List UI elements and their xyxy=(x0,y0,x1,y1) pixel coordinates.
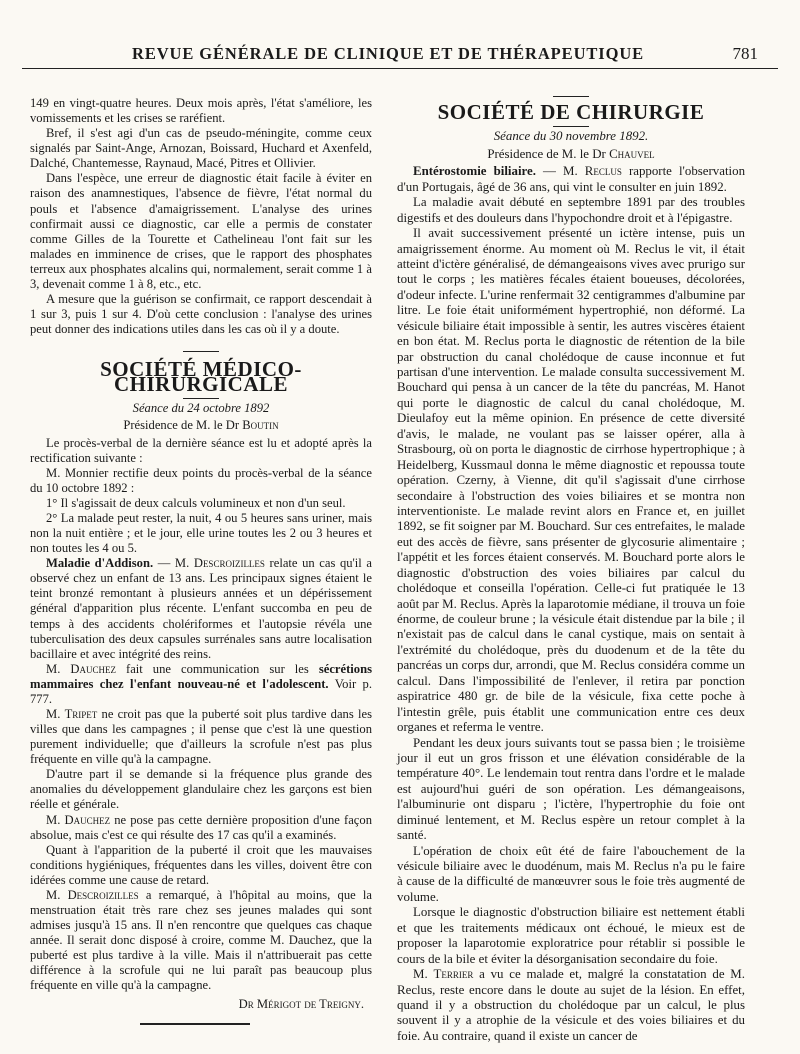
paragraph: Dans l'espèce, une erreur de diagnostic était facile à éviter en raison des anamnestiques, l'absence de fièvre, l'état normal du pouls et l'absence d'amaigrissement. L'analyse des urines confirmait aussi ce diagnostic, car elle a permis de constater comme Gilles de la Tourette et Cathelineau l'ont fait sur les malades en imminence de crises, que le rapport des phosphates terreux aux phosphates alcalins qui, normalement, serait comme 1 à 3, devenait comme 1 à 8, etc., etc. xyxy=(30,171,372,291)
paragraph: Le procès-verbal de la dernière séance est lu et adopté après la rectification suivante : xyxy=(30,435,372,465)
paragraph: 149 en vingt-quatre heures. Deux mois après, l'état s'améliore, les vomissements et les crises se raréfient. xyxy=(30,96,372,126)
text-run: rapporte l'observation d'un Portugais, âgé de 36 ans, qui vint le consulter en juin 1892. xyxy=(397,164,746,194)
paragraph: Bref, il s'est agi d'un cas de pseudo-méningite, comme ceux signalés par Saint-Ange, Arnozan, Boissard, Huchard et Axenfeld, Dalché, Chantemesse, Raynaud, Macé, Pitres et Ollivier. xyxy=(30,126,372,171)
rubric: Entérostomie biliaire. xyxy=(413,164,536,179)
section-title: SOCIÉTÉ DE CHIRURGIE xyxy=(437,100,705,124)
paragraph: Quant à l'apparition de la puberté il croit que les mauvaises conditions hygiéniques, fréquentes dans les villes, doivent être con idérées comme une cause de retard. xyxy=(30,842,372,887)
paragraph xyxy=(30,888,372,994)
rubric: Maladie d'Addison. xyxy=(46,556,154,571)
seance-date: Séance du 24 octobre 1892 xyxy=(132,401,270,416)
paragraph: M. Monnier rectifie deux points du procès-verbal de la séance du 10 octobre 1892 : xyxy=(30,465,372,495)
section-title: SOCIÉTÉ MÉDICO-CHIRURGICALE xyxy=(100,357,302,397)
text-run: ne pose pas cette dernière proposition d'une façon absolue, mais c'est ce qui résulte des 17 cas qu'il a examinés. xyxy=(30,812,372,842)
paragraph: L'opération de choix eût été de faire l'abouchement de la vésicule biliaire avec le duodénum, mais M. Reclus n'a pu le faire à cause de la difficulté de manœuvrer sous le foie très augmenté de volume. xyxy=(397,843,745,904)
person-name: Tripet xyxy=(64,706,98,721)
text-run: — M. xyxy=(153,556,194,571)
right-column xyxy=(397,96,745,1044)
person-name: Terrier xyxy=(433,967,474,982)
person-name: Reclus xyxy=(584,164,622,179)
text-run: — M. xyxy=(535,164,585,179)
divider xyxy=(553,126,589,127)
paragraph xyxy=(30,707,372,767)
text-run: fait une communication sur les xyxy=(115,661,319,676)
paragraph: Lorsque le diagnostic d'obstruction biliaire est nettement établi et que les traitements médicaux ont échoué, le mieux est de proposer la laparotomie exploratrice pour rétablir si possible le cours de la bile et éviter la désorganisation secondaire du foie. xyxy=(397,905,745,966)
president-prefix: Présidence de M. le Dr xyxy=(123,418,240,433)
president-prefix: Présidence de M. le Dr xyxy=(487,146,606,161)
person-name: Dauchez xyxy=(64,812,111,827)
text-run: M. xyxy=(46,706,65,721)
page-number: 781 xyxy=(732,44,758,63)
text-run: a remarqué, à l'hôpital au moins, que la menstruation était très rare chez ses jeunes malades qui sont admises jusqu'à 15 ans. Il n'en rencontre que quelques cas chaque année. Il serait donc disposé à croire, comme M. Dauchez, que la puberté est plus tardive à la ville. Mais il n'attribuerait pas cette différence à la scrofule qui ne lui paraît pas beaucoup plus fréquente en ville qu'à la campagne. xyxy=(30,887,373,993)
rubric: sécrétions mammaires chez l'enfant nouveau-né et l'adolescent. xyxy=(30,661,372,691)
text-run: M. xyxy=(46,887,68,902)
left-column xyxy=(30,96,372,1013)
paragraph xyxy=(397,967,745,1044)
person-name: Descroizilles xyxy=(67,887,139,902)
person-name: Descroizilles xyxy=(193,556,265,571)
text-run: a vu ce malade et, malgré la constatation de M. Reclus, reste encore dans le doute au sujet de la lésion. En effet, quand il y a obstruction du cholédoque par un calcul, le plus souvent il y a atrophie de la vésicule et des voies biliaires et du foie. Au contraire, quand il existe un cancer de xyxy=(397,967,745,1043)
paragraph: La maladie avait débuté en septembre 1891 par des troubles digestifs et des douleurs dans l'hypochondre droit et à l'épigastre. xyxy=(397,195,745,225)
paragraph: Pendant les deux jours suivants tout se passa bien ; le troisième jour il eut un gros frisson et une élévation considérable de la température 40°. Le lendemain tout rentra dans l'ordre et le malade est aujourd'hui guéri de son opération. Les démangeaisons, l'albuminurie ont disparu ; l'ictère, l'hypertrophie du foie ont diminué lentement, et M. Reclus espère un retour complet à la santé. xyxy=(397,735,745,843)
text-run: M. xyxy=(46,661,71,676)
signature: Dr Mérigot de Treigny. xyxy=(238,997,364,1012)
footer-rule xyxy=(140,1023,250,1025)
running-header xyxy=(22,38,778,69)
text-run: M. xyxy=(413,967,434,982)
text-run: M. xyxy=(46,812,65,827)
person-name: Dauchez xyxy=(70,661,116,676)
paragraph xyxy=(30,662,372,707)
paragraph: A mesure que la guérison se confirmait, ce rapport descendait à 1 sur 3, puis 1 sur 4. D'où cette conclusion : l'analyse des urines peut donner des indications utiles dans les cas où il y a doute. xyxy=(30,292,372,337)
paragraph: D'autre part il se demande si la fréquence plus grande des anomalies du développement glandulaire chez les garçons est bien réelle et générale. xyxy=(30,767,372,812)
president-name: Boutin xyxy=(242,418,279,433)
president-line xyxy=(30,418,372,433)
journal-title: REVUE GÉNÉRALE DE CLINIQUE ET DE THÉRAPEUTIQUE xyxy=(132,44,645,63)
text-run: Voir p. 777. xyxy=(30,676,373,706)
paragraph xyxy=(30,556,372,662)
paragraph xyxy=(397,164,745,195)
seance-date: Séance du 30 novembre 1892. xyxy=(493,129,649,144)
divider xyxy=(183,398,219,399)
paragraph: 2° La malade peut rester, la nuit, 4 ou 5 heures sans uriner, mais non la nuit entière ; et le jour, elle urine toutes les 2 ou 3 heures et non toutes les 4 ou 5. xyxy=(30,510,372,556)
text-run: relate un cas qu'il a observé chez un enfant de 13 ans. Les principaux signes étaient le teint bronzé remontant à plusieurs années et un dépérissement général d'apparition plus récente. L'enfant succomba en peu de temps à des accidents cholériformes et l'autopsie révéla une tuberculisation des deux capsules surrénales sans autre localisation bacillaire et avec intégrité des reins. xyxy=(30,556,372,661)
president-name: Chauvel xyxy=(609,146,655,161)
president-line xyxy=(397,147,745,162)
text-run: ne croit pas que la puberté soit plus tardive dans les villes que dans les campagnes ; il pense que c'est là une question purement individuelle; que d'ailleurs la scrofule n'est pas plus fréquente en ville qu'à la campagne. xyxy=(30,706,372,767)
paragraph: Il avait successivement présenté un ictère intense, puis un amaigrissement énorme. Au moment où M. Reclus le vit, il était atteint d'ictère généralisé, de démangeaisons vives avec prurigo sur tout le corps ; les matières fécales étaient boueuses, décolorées, d'odeur infecte. L'urine renfermait 32 centigrammes d'albumine par litre. Le foie était uniformément hypertrophié, non déformé. La vésicule biliaire était impossible à sentir, les autres viscères étaient en bon état. M. Reclus porta le diagnostic de rétention de la bile par obstruction du canal cholédoque de cause inconnue et fut partisan d'une intervention. Le malade consulta successivement M. Bouchard qui pensa à un cancer de la tête du pancréas, M. Hanot qui porte le diagnostic de calcul du canal cholédoque, M. Dieulafoy eut la même opinion. En présence de cette diversité d'avis, le malade, ne voulant pas se laisser opérer, alla à Strasbourg, où on porta le diagnostic de cirrhose hypertrophique ; à Heidelberg, Kussmaul donna le même diagnostic et repoussa toute opération. Czerny, à Vienne, dit qu'il s'agissait d'une cirrhose secondaire à l'obstruction des voies biliaires et se montra non interventioniste. Le malade revint alors en France et, en juillet 1892, se fit soigner par M. Bouchard. Sur ces entrefaites, le malade eut des accès de fièvre, sans présenter de glycosurie alimentaire ; l'appétit et les forces étaient conservés. M. Bouchard porte alors le diagnostic d'obstruction des voies biliaires par calcul du cholédoque et conseilla l'opération. Celle-ci fut pratiquée le 13 août par M. Reclus. Après la laparotomie médiane, il trouva un foie énorme, de couleur brune ; la vésicule était distendue par la bile ; il n'existait pas de calcul dans le canal cystique, mais on sentait à l'extrémité du cholédoque, près du duodenum et de la tête du pancréas un corps dur, arrondi, que M. Reclus considéra comme un calcul. Dans l'impossibilité de l'enlever, il retira par ponction aspiratrice 480 gr. de bile de la vésicule, fixa cette poche à l'intestin grêle, puis établit une communication entre ces deux organes et referma le ventre. xyxy=(397,226,745,735)
paragraph xyxy=(30,813,372,843)
paragraph: 1° Il s'agissait de deux calculs volumineux et non d'un seul. xyxy=(46,495,346,510)
